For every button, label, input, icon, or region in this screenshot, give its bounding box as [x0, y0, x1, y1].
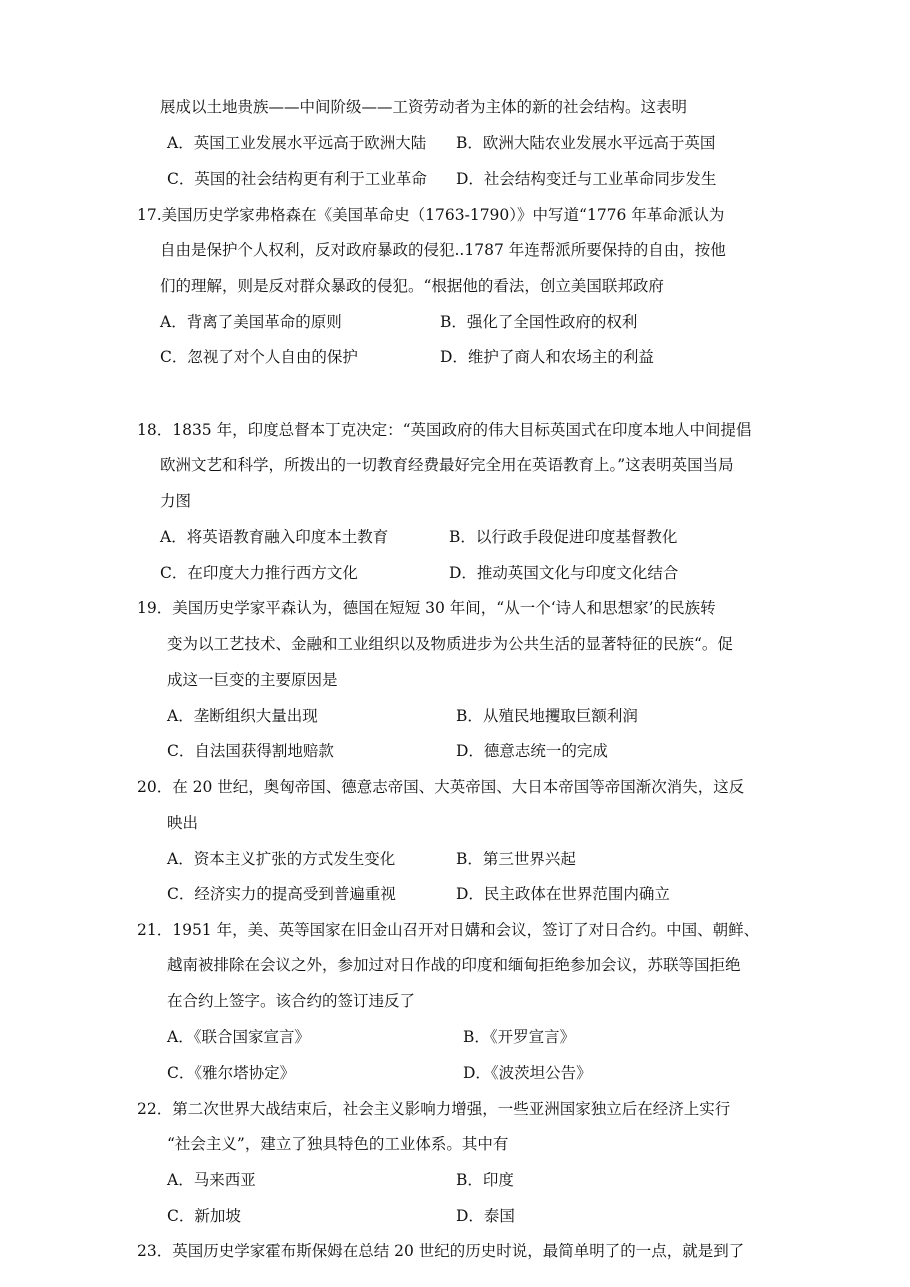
q18-option-a: A．将英语教育融入印度本土教育 [160, 528, 389, 546]
q20-option-c: C．经济实力的提高受到普遍重视 [167, 885, 396, 903]
q20-option-b: B．第三世界兴起 [456, 850, 576, 868]
q18-stem-line-1: 18．1835 年，印度总督本丁克决定：“英国政府的伟大目标英国式在印度本地人中间提倡 [137, 421, 752, 439]
q20-option-d: D．民主政体在世界范围内确立 [456, 885, 670, 903]
q22-stem-line-2: “社会主义”，建立了独具特色的工业体系。其中有 [167, 1135, 509, 1153]
q19-stem-line-2: 变为以工艺技术、金融和工业组织以及物质进步为公共生活的显著特征的民族“。促 [167, 635, 733, 653]
q20-option-a: A．资本主义扩张的方式发生变化 [167, 850, 396, 868]
q21-stem-line-2: 越南被排除在会议之外，参加过对日作战的印度和缅甸拒绝参加会议，苏联等国拒绝 [167, 956, 741, 974]
q20-stem-line-1: 20．在 20 世纪，奥匈帝国、德意志帝国、大英帝国、大日本帝国等帝国渐次消失，这反 [137, 778, 745, 796]
q21-option-a: A．《联合国家宣言》 [167, 1028, 310, 1046]
q21-option-b: B．《开罗宣言》 [463, 1028, 576, 1046]
q22-stem-line-1: 22．第二次世界大战结束后，社会主义影响力增强，一些亚洲国家独立后在经济上实行 [137, 1100, 731, 1118]
q18-stem-line-3: 力图 [160, 492, 192, 510]
q19-option-d: D．德意志统一的完成 [456, 742, 608, 760]
q19-option-a: A．垄断组织大量出现 [167, 707, 318, 725]
q17-stem-line-3: 们的理解，则是反对群众暴政的侵犯。“根据他的看法，创立美国联邦政府 [160, 277, 664, 295]
q21-stem-line-3: 在合约上签字。该合约的签订违反了 [167, 992, 416, 1010]
q17-option-b: B．强化了全国性政府的权利 [440, 313, 638, 331]
q18-stem-line-2: 欧洲文艺和科学，所拨出的一切教育经费最好完全用在英语教育上。”这表明英国当局 [160, 456, 734, 474]
q19-stem-line-1: 19．美国历史学家平森认为，德国在短短 30 年间，“从一个‘诗人和思想家’的民族转 [137, 599, 716, 617]
q16-option-b: B．欧洲大陆农业发展水平远高于英国 [456, 134, 716, 152]
q23-stem-line-1: 23．英国历史学家霍布斯保姆在总结 20 世纪的历史时说，最简单明了的一点，就是到了 [137, 1242, 745, 1260]
q18-option-d: D．推动英国文化与印度文化结合 [449, 564, 679, 582]
q16-option-c: C．英国的社会结构更有利于工业革命 [167, 170, 427, 188]
q17-stem-line-1: 17.美国历史学家弗格森在《美国革命史（1763-1790）》中写道“1776 年革命派认为 [137, 206, 725, 224]
q20-stem-line-2: 映出 [167, 814, 199, 832]
q17-option-c: C．忽视了对个人自由的保护 [160, 348, 358, 366]
q19-stem-line-3: 成这一巨变的主要原因是 [167, 671, 338, 689]
q16-option-a: A．英国工业发展水平远高于欧洲大陆 [167, 134, 427, 152]
q17-option-d: D．维护了商人和农场主的利益 [440, 348, 654, 366]
q21-option-d: D．《波茨坦公告》 [463, 1064, 592, 1082]
q18-option-c: C．在印度大力推行西方文化 [160, 564, 358, 582]
q21-stem-line-1: 21．1951 年，美、英等国家在旧金山召开对日媾和会议，签订了对日合约。中国、朝鲜、 [137, 921, 760, 939]
q21-option-c: C．《雅尔塔协定》 [167, 1064, 296, 1082]
q16-option-d: D．社会结构变迁与工业革命同步发生 [456, 170, 717, 188]
q22-option-b: B．印度 [456, 1171, 514, 1189]
q17-stem-line-2: 自由是保护个人权利，反对政府暴政的侵犯..1787 年连帮派所要保持的自由，按他 [160, 241, 726, 259]
q22-option-c: C．新加坡 [167, 1207, 241, 1225]
q22-option-a: A．马来西亚 [167, 1171, 256, 1189]
q19-option-c: C．自法国获得割地赔款 [167, 742, 334, 760]
q19-option-b: B．从殖民地攫取巨额利润 [456, 707, 638, 725]
q18-option-b: B．以行政手段促进印度基督教化 [449, 528, 678, 546]
q17-option-a: A．背离了美国革命的原则 [160, 313, 342, 331]
q22-option-d: D．泰国 [456, 1207, 515, 1225]
q16-stem-line-1: 展成以土地贵族——中间阶级——工资劳动者为主体的新的社会结构。这表明 [160, 98, 688, 116]
